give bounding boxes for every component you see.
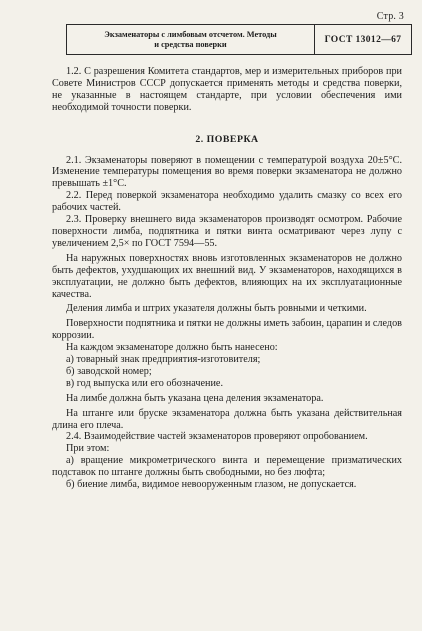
paragraph-rod: На штанге или бруске экзаменатора должна быть указана действительная длина его плеча. [52,407,402,431]
list-item: а) товарный знак предприятия-изготовителя; [66,354,261,366]
document-body [52,66,402,491]
paragraph-divisions: Деления лимба и штрих указателя должны быть ровными и четкими. [66,303,367,315]
list-item: а) вращение микрометрического винта и перемещение призматических подставок по штанге должны быть свободными, но без люфта; [52,455,402,479]
header-title-line1: Экзаменаторы с лимбовым отсчетом. Методы [104,29,277,39]
paragraph-marking: На каждом экзаменаторе должно быть нанесено: [66,342,278,354]
list-item: в) год выпуска или его обозначение. [66,377,223,389]
paragraph-2-4: 2.4. Взаимодействие частей экзаменаторов проверяют опробованием. [66,431,368,443]
list-item: б) заводской номер; [66,365,152,377]
page-number: Стр. 3 [376,11,404,22]
paragraph-2-2: 2.2. Перед поверкой экзаменатора необходимо удалить смазку со всех его рабочих частей. [52,190,402,214]
paragraph-2-3: 2.3. Проверку внешнего вида экзаменаторов производят осмотром. Рабочие поверхности лимба, подпятника и пятки винта осматривают через лупу с увеличением 2,5× по ГОСТ 7594—55. [52,214,402,249]
paragraph-1-2: 1.2. С разрешения Комитета стандартов, мер и измерительных приборов при Совете Министров СССР допускается применять методы и средства поверки, не указанные в настоящем стандарте, при условии обеспечения ими необходимой точности поверки. [52,66,402,113]
header-title-line2: и средства поверки [154,39,227,49]
header-standard: ГОСТ 13012—67 [324,34,402,45]
paragraph-also: При этом: [66,443,110,455]
paragraph-surfaces: На наружных поверхностях вновь изготовленных экзаменаторов не должно быть дефектов, ухудшающих их внешний вид. У экзаменаторов, находящихся в эксплуатации, не должно быть дефектов, влияющих на их эксплуатационные качества. [52,252,402,300]
header-title [67,25,315,54]
list-item: б) биение лимба, видимое невооруженным глазом, не допускается. [66,479,357,491]
paragraph-2-1: 2.1. Экзаменаторы поверяют в помещении с температурой воздуха 20±5°С. Изменение температуры помещения во время поверки экзаменатора не должно превышать ±1°С. [52,154,402,190]
paragraph-heel: Поверхности подпятника и пятки не должны иметь забоин, царапин и следов коррозии. [52,318,402,342]
section-title: 2. ПОВЕРКА [195,133,259,145]
paragraph-limb-division: На лимбе должна быть указана цена деления экзаменатора. [66,392,324,404]
header-box [66,24,412,55]
